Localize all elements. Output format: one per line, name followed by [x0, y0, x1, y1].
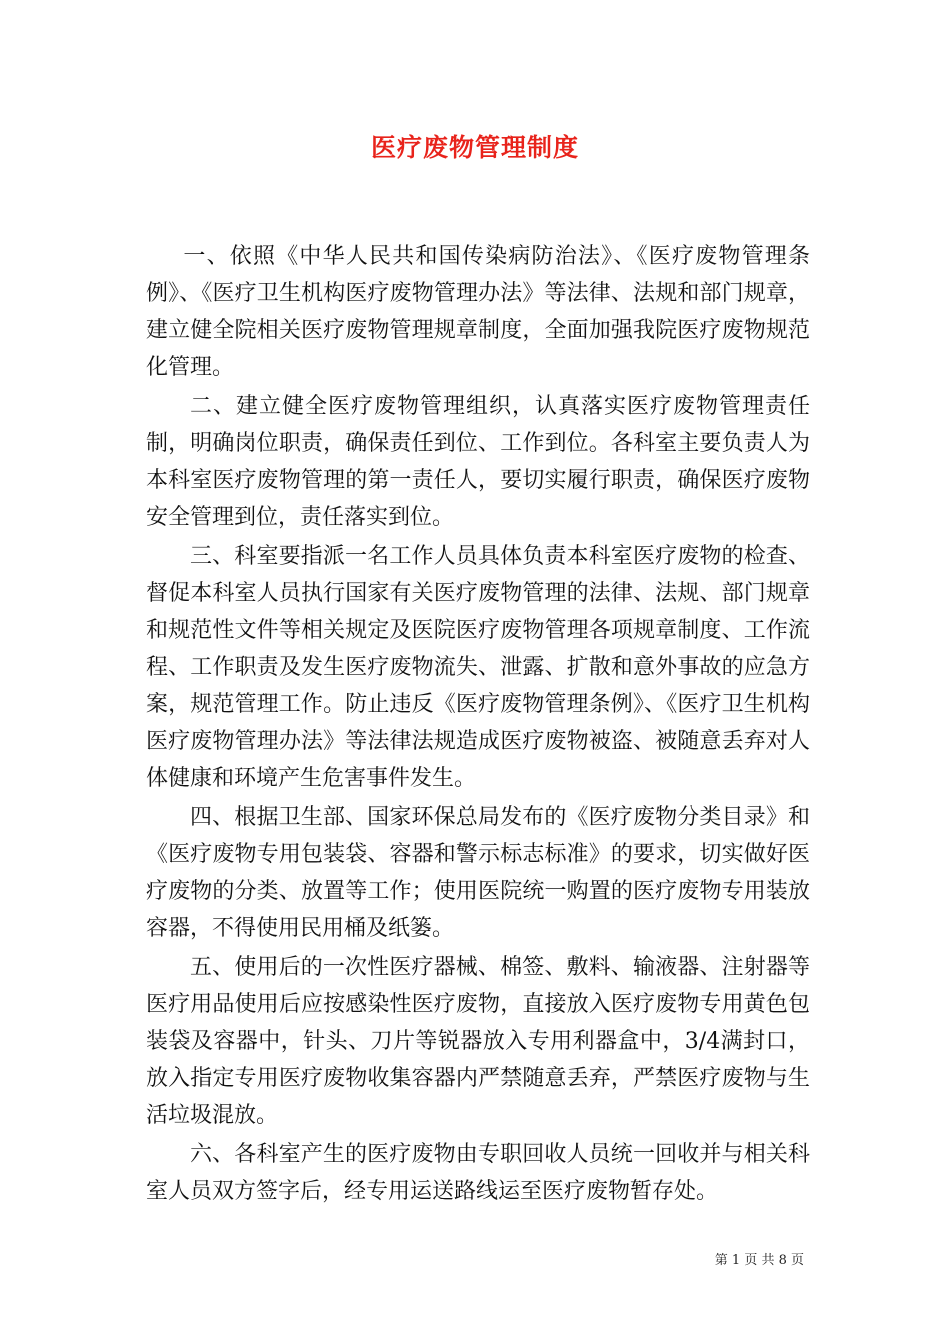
paragraph-3: 三、科室要指派一名工作人员具体负责本科室医疗废物的检查、督促本科室人员执行国家有关医疗废物管理的法律、法规、部门规章和规范性文件等相关规定及医院医疗废物管理各项规章制度、工作流程、工作职责及发生医疗废物流失、泄露、扩散和意外事故的应急方案，规范管理工作。防止违反《医疗废物管理条例》、《医疗卫生机构医疗废物管理办法》等法律法规造成医疗废物被盗、被随意丢弃对人体健康和环境产生危害事件发生。 [146, 544, 810, 791]
paragraph-6: 六、各科室产生的医疗废物由专职回收人员统一回收并与相关科室人员双方签字后，经专用运送路线运至医疗废物暂存处。 [146, 1142, 810, 1204]
paragraph-2: 二、建立健全医疗废物管理组织，认真落实医疗废物管理责任制，明确岗位职责，确保责任到位、工作到位。各科室主要负责人为本科室医疗废物管理的第一责任人，要切实履行职责，确保医疗废物安全管理到位，责任落实到位。 [146, 394, 810, 530]
paragraph-5: 五、使用后的一次性医疗器械、棉签、敷料、输液器、注射器等医疗用品使用后应按感染性医疗废物，直接放入医疗废物专用黄色包装袋及容器中，针头、刀片等锐器放入专用利器盒中，3/4满封口，放入指定专用医疗废物收集容器内严禁随意丢弃，严禁医疗废物与生活垃圾混放。 [146, 955, 810, 1128]
document-body [146, 238, 810, 1212]
page-number-footer: 第 1 页 共 8 页 [714, 1253, 804, 1268]
paragraph-1: 一、依照《中华人民共和国传染病防治法》、《医疗废物管理条例》、《医疗卫生机构医疗废物管理办法》等法律、法规和部门规章，建立健全院相关医疗废物管理规章制度，全面加强我院医疗废物规范化管理。 [146, 244, 810, 380]
document-title: 医疗废物管理制度 [370, 133, 579, 162]
paragraph-4: 四、根据卫生部、国家环保总局发布的《医疗废物分类目录》和《医疗废物专用包装袋、容器和警示标志标准》的要求，切实做好医疗废物的分类、放置等工作；使用医院统一购置的医疗废物专用装放容器，不得使用民用桶及纸篓。 [146, 805, 810, 941]
